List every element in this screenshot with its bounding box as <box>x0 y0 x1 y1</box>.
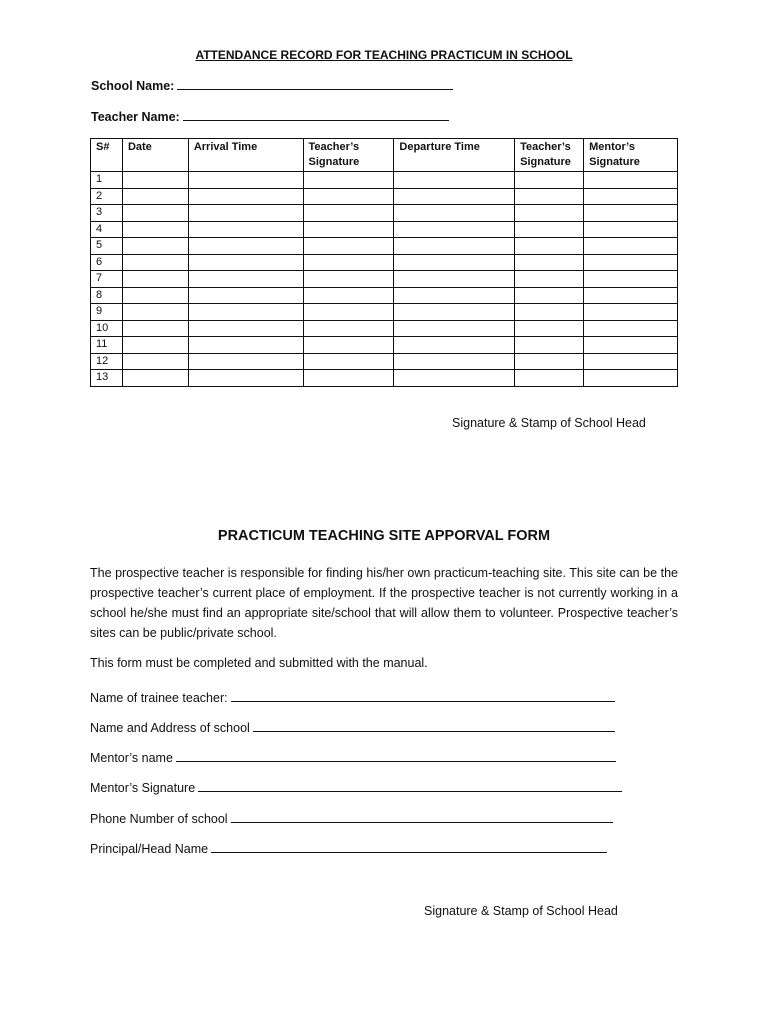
table-cell[interactable] <box>122 320 188 337</box>
row-number: 7 <box>91 271 123 288</box>
table-cell[interactable] <box>122 370 188 387</box>
table-row <box>91 320 678 337</box>
table-cell[interactable] <box>584 188 678 205</box>
table-cell[interactable] <box>515 370 584 387</box>
table-row <box>91 221 678 238</box>
table-cell[interactable] <box>122 254 188 271</box>
col-header-date: Date <box>122 139 188 172</box>
table-cell[interactable] <box>584 221 678 238</box>
approval-instruction: This form must be completed and submitted with the manual. <box>90 656 428 670</box>
mentor-signature-field[interactable] <box>90 780 622 795</box>
table-cell[interactable] <box>188 353 303 370</box>
table-cell[interactable] <box>584 271 678 288</box>
table-row <box>91 353 678 370</box>
table-cell[interactable] <box>584 172 678 189</box>
row-number: 11 <box>91 337 123 354</box>
table-cell[interactable] <box>515 254 584 271</box>
table-cell[interactable] <box>303 188 394 205</box>
attendance-table <box>90 138 678 387</box>
table-cell[interactable] <box>394 353 515 370</box>
table-cell[interactable] <box>188 320 303 337</box>
table-cell[interactable] <box>188 304 303 321</box>
row-number: 1 <box>91 172 123 189</box>
table-row <box>91 370 678 387</box>
table-cell[interactable] <box>515 287 584 304</box>
table-cell[interactable] <box>584 254 678 271</box>
table-cell[interactable] <box>303 205 394 222</box>
table-cell[interactable] <box>394 205 515 222</box>
table-cell[interactable] <box>515 205 584 222</box>
teacher-name-blank[interactable] <box>183 109 449 121</box>
trainee-field[interactable] <box>90 690 615 705</box>
trainee-blank[interactable] <box>231 690 615 702</box>
table-cell[interactable] <box>394 254 515 271</box>
school-name-field[interactable] <box>91 78 453 93</box>
col-header-mentor-signature: Mentor’s Signature <box>584 139 678 172</box>
approval-signature-label: Signature & Stamp of School Head <box>424 904 618 918</box>
table-cell[interactable] <box>394 287 515 304</box>
table-cell[interactable] <box>515 320 584 337</box>
col-header-arrival: Arrival Time <box>188 139 303 172</box>
table-cell[interactable] <box>122 172 188 189</box>
mentor-signature-label: Mentor’s Signature <box>90 781 196 795</box>
school-address-blank[interactable] <box>253 720 615 732</box>
table-row <box>91 188 678 205</box>
table-cell[interactable] <box>122 188 188 205</box>
table-cell[interactable] <box>515 238 584 255</box>
row-number: 5 <box>91 238 123 255</box>
table-cell[interactable] <box>188 370 303 387</box>
table-row <box>91 271 678 288</box>
table-cell[interactable] <box>122 205 188 222</box>
approval-paragraph: The prospective teacher is responsible for finding his/her own practicum-teaching site. This site can be the prospective teacher’s current place of employment. If the prospective teacher is not currently working in a school he/she must find an appropriate site/school that will allow them to volunteer. Prospective teacher’s sites can be public/private school. <box>90 566 678 640</box>
table-cell[interactable] <box>584 238 678 255</box>
table-cell[interactable] <box>303 353 394 370</box>
table-row <box>91 172 678 189</box>
table-cell[interactable] <box>394 172 515 189</box>
table-row <box>91 205 678 222</box>
row-number: 6 <box>91 254 123 271</box>
table-row <box>91 337 678 354</box>
approval-title: PRACTICUM TEACHING SITE APPORVAL FORM <box>217 528 551 544</box>
table-row <box>91 238 678 255</box>
table-cell[interactable] <box>584 287 678 304</box>
table-cell[interactable] <box>122 221 188 238</box>
table-cell[interactable] <box>394 304 515 321</box>
table-cell[interactable] <box>188 337 303 354</box>
table-cell[interactable] <box>584 370 678 387</box>
table-cell[interactable] <box>394 337 515 354</box>
table-row <box>91 254 678 271</box>
table-cell[interactable] <box>394 221 515 238</box>
table-cell[interactable] <box>394 320 515 337</box>
col-header-teacher-signature-1: Teacher’s Signature <box>303 139 394 172</box>
mentor-signature-blank[interactable] <box>198 780 622 792</box>
teacher-name-label: Teacher Name: <box>91 110 180 124</box>
table-cell[interactable] <box>188 254 303 271</box>
table-cell[interactable] <box>515 337 584 354</box>
table-cell[interactable] <box>584 337 678 354</box>
table-cell[interactable] <box>303 221 394 238</box>
attendance-signature-label: Signature & Stamp of School Head <box>452 416 646 430</box>
table-cell[interactable] <box>515 188 584 205</box>
row-number: 9 <box>91 304 123 321</box>
table-cell[interactable] <box>303 370 394 387</box>
table-cell[interactable] <box>303 287 394 304</box>
table-row <box>91 287 678 304</box>
table-cell[interactable] <box>188 287 303 304</box>
table-cell[interactable] <box>303 238 394 255</box>
table-cell[interactable] <box>188 188 303 205</box>
table-cell[interactable] <box>515 221 584 238</box>
mentor-name-label: Mentor’s name <box>90 751 173 765</box>
table-cell[interactable] <box>515 271 584 288</box>
col-header-departure: Departure Time <box>394 139 515 172</box>
table-cell[interactable] <box>303 254 394 271</box>
table-cell[interactable] <box>584 353 678 370</box>
table-cell[interactable] <box>515 172 584 189</box>
phone-field[interactable] <box>90 811 613 826</box>
trainee-label: Name of trainee teacher: <box>90 691 228 705</box>
table-cell[interactable] <box>188 205 303 222</box>
table-cell[interactable] <box>584 205 678 222</box>
table-cell[interactable] <box>303 172 394 189</box>
phone-blank[interactable] <box>231 811 613 823</box>
school-address-label: Name and Address of school <box>90 721 250 735</box>
row-number: 3 <box>91 205 123 222</box>
table-header-row <box>91 139 678 172</box>
table-cell[interactable] <box>584 304 678 321</box>
table-cell[interactable] <box>515 304 584 321</box>
attendance-title: ATTENDANCE RECORD FOR TEACHING PRACTICUM IN SCHOOL <box>195 48 573 62</box>
table-cell[interactable] <box>303 304 394 321</box>
phone-label: Phone Number of school <box>90 812 228 826</box>
table-cell[interactable] <box>394 370 515 387</box>
principal-field[interactable] <box>90 841 607 856</box>
table-cell[interactable] <box>394 238 515 255</box>
table-cell[interactable] <box>303 320 394 337</box>
school-address-field[interactable] <box>90 720 615 735</box>
row-number: 10 <box>91 320 123 337</box>
table-cell[interactable] <box>188 221 303 238</box>
col-header-sno: S# <box>91 139 123 172</box>
table-cell[interactable] <box>122 287 188 304</box>
principal-blank[interactable] <box>211 841 607 853</box>
principal-label: Principal/Head Name <box>90 842 209 856</box>
row-number: 4 <box>91 221 123 238</box>
table-cell[interactable] <box>122 353 188 370</box>
school-name-blank[interactable] <box>177 78 453 90</box>
table-cell[interactable] <box>394 271 515 288</box>
table-cell[interactable] <box>122 304 188 321</box>
table-cell[interactable] <box>303 337 394 354</box>
row-number: 12 <box>91 353 123 370</box>
table-cell[interactable] <box>188 271 303 288</box>
mentor-name-blank[interactable] <box>176 750 616 762</box>
table-cell[interactable] <box>188 172 303 189</box>
table-cell[interactable] <box>515 353 584 370</box>
school-name-label: School Name: <box>91 79 175 93</box>
row-number: 13 <box>91 370 123 387</box>
table-cell[interactable] <box>122 238 188 255</box>
row-number: 2 <box>91 188 123 205</box>
table-cell[interactable] <box>122 337 188 354</box>
table-cell[interactable] <box>584 320 678 337</box>
col-header-teacher-signature-2: Teacher’s Signature <box>515 139 584 172</box>
table-cell[interactable] <box>303 271 394 288</box>
row-number: 8 <box>91 287 123 304</box>
mentor-name-field[interactable] <box>90 750 616 765</box>
table-row <box>91 304 678 321</box>
teacher-name-field[interactable] <box>91 109 449 124</box>
table-cell[interactable] <box>394 188 515 205</box>
table-cell[interactable] <box>188 238 303 255</box>
table-cell[interactable] <box>122 271 188 288</box>
